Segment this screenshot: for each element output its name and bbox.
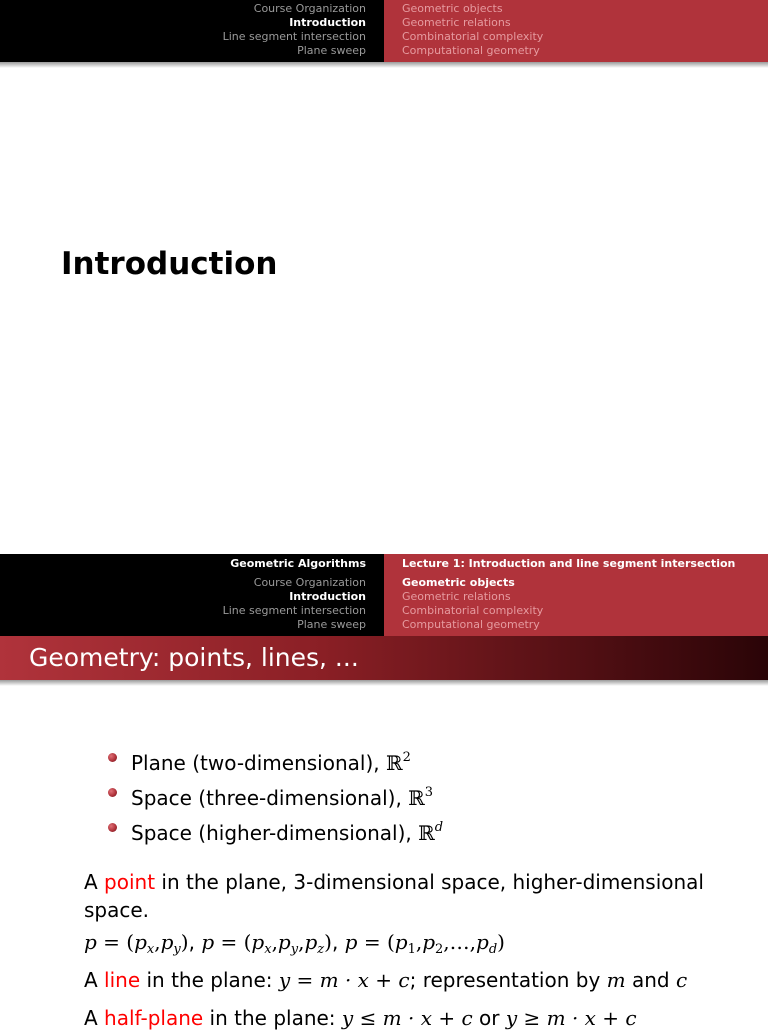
line-paragraph: A line in the plane: y = m · x + c; representation by m and c [84,968,688,992]
nav-section-course-organization[interactable]: Course Organization [253,2,366,15]
dimension-list [108,740,443,845]
nav-subsection-geometric-relations[interactable]: Geometric relations [402,16,511,29]
nav-subsection-computational-geometry[interactable]: Computational geometry [402,618,540,631]
bullet-icon [108,788,117,797]
nav-section-plane-sweep[interactable]: Plane sweep [297,44,366,57]
nav-subsection-combinatorial-complexity[interactable]: Combinatorial complexity [402,30,544,43]
frame-navigation-bar [0,554,768,636]
nav-section-course-organization[interactable]: Course Organization [253,576,366,589]
frame-content [0,686,768,1030]
exponent: 2 [402,750,411,765]
course-title: Geometric Algorithms [230,557,366,570]
point-paragraph: A point in the plane, 3-dimensional space, higher-dimensional space. [84,870,704,922]
term-half-plane: half-plane [104,1006,204,1030]
reals-symbol: ℝ [418,821,435,845]
nav-section-introduction[interactable]: Introduction [289,16,366,29]
list-item-text: Space (three-dimensional), [131,786,409,810]
nav-subsection-geometric-objects[interactable]: Geometric objects [402,576,515,589]
section-nav [0,554,384,636]
term-line: line [104,968,141,992]
top-navigation-bar [0,0,768,62]
nav-subsection-geometric-objects[interactable]: Geometric objects [402,2,503,15]
list-item-text: Space (higher-dimensional), [131,821,419,845]
reals-symbol: ℝ [408,786,425,810]
header-shadow [0,62,768,68]
lecture-title: Lecture 1: Introduction and line segment intersection [402,557,736,570]
nav-section-introduction[interactable]: Introduction [289,590,366,603]
section-nav [0,0,384,62]
nav-subsection-geometric-relations[interactable]: Geometric relations [402,590,511,603]
list-item [108,775,443,810]
exponent: 3 [424,785,434,800]
nav-section-line-segment-intersection[interactable]: Line segment intersection [222,30,366,43]
nav-section-line-segment-intersection[interactable]: Line segment intersection [222,604,366,617]
subsection-nav [384,554,768,636]
term-point: point [104,870,156,894]
list-item [108,810,443,845]
bullet-icon [108,823,117,832]
list-item [108,740,443,775]
section-title: Introduction [61,246,278,282]
point-formula: $p = (p_x,p_y)$, $p = (p_x,p_y,p_z)$, $p = (p_1,p_2,\dots,p_d)$ [84,930,505,957]
frame-title: Geometry: points, lines, ... [0,636,768,680]
bullet-icon [108,753,117,762]
nav-subsection-combinatorial-complexity[interactable]: Combinatorial complexity [402,604,544,617]
nav-subsection-computational-geometry[interactable]: Computational geometry [402,44,540,57]
exponent: d [434,820,444,835]
half-plane-paragraph: A half-plane in the plane: y ≤ m · x + c or y ≥ m · x + c [84,1006,637,1030]
nav-section-plane-sweep[interactable]: Plane sweep [297,618,366,631]
subsection-nav [384,0,768,62]
list-item-text: Plane (two-dimensional), [131,751,386,775]
reals-symbol: ℝ [385,751,403,775]
